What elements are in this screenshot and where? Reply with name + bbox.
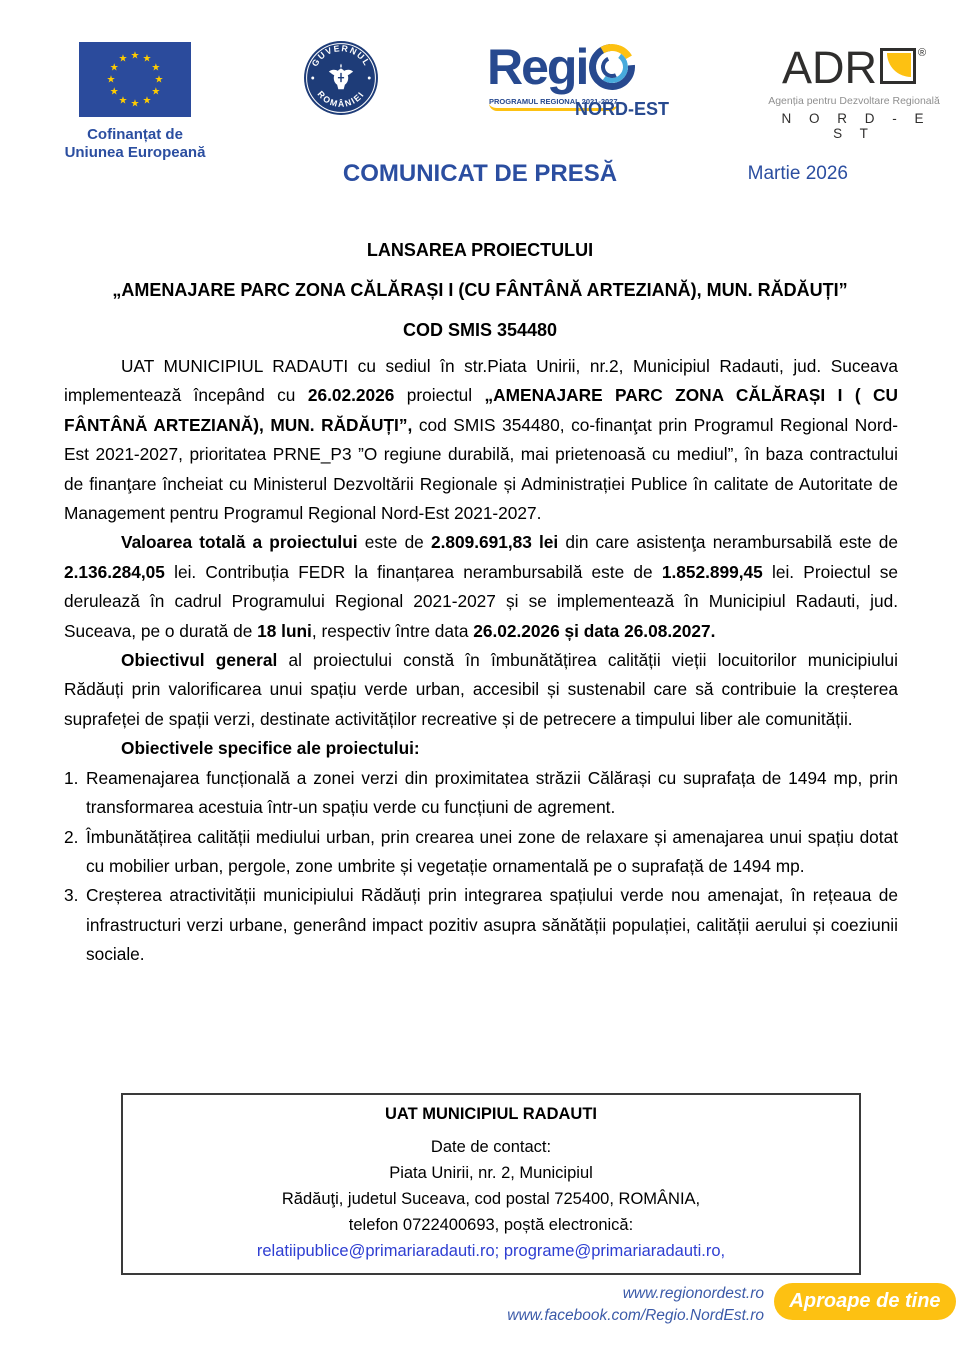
- contact-emails: [137, 1238, 845, 1264]
- contact-line-1: Date de contact:: [430, 1138, 552, 1156]
- regio-region-text: NORD-EST: [575, 99, 669, 119]
- paragraph-value: Valoarea totală a proiectului este de 2.809.691,83 lei din care asistenţa nerambursabilă este de 2.136.284,05 lei. Contribuția FEDR la finanțarea nerambursabilă este de 1.852.899,45 lei. Proiectul se derulează în cadrul Programului Regional 2021-2027 și se implementează în Municipiul Radauti, jud. Suceava, pe o durată de 18 luni, respectiv între data 26.02.2026 și data 26.08.2027.: [64, 532, 899, 641]
- regio-logo: [487, 39, 675, 124]
- adr-wordmark: ADR: [781, 42, 877, 93]
- heading-line1: LANSAREA PROIECTULUI: [366, 240, 594, 260]
- eu-caption-line1: Cofinanțat de: [87, 126, 183, 143]
- adr-square-icon: [880, 48, 916, 84]
- eu-caption-line2: Uniunea Europeană: [64, 144, 206, 161]
- regio-program-text: PROGRAMUL REGIONAL 2021-2027: [489, 97, 618, 111]
- eu-logo-block: [62, 42, 208, 162]
- gov-romania-seal: [303, 40, 379, 116]
- adr-quarter-circle-icon: [887, 53, 911, 77]
- eu-flag-icon: [79, 42, 191, 117]
- contact-line-4: telefon 0722400693, poștă electronică:: [348, 1216, 634, 1234]
- regio-wordmark: Regi: [487, 38, 633, 96]
- eu-logo-caption: [62, 126, 208, 162]
- objective-number: 2.: [64, 826, 79, 847]
- email-trailing-comma: ,: [720, 1242, 726, 1260]
- objective-item-3: [64, 881, 898, 969]
- svg-text:★: ★: [109, 62, 119, 74]
- adr-registered-mark: ®: [917, 47, 927, 59]
- heading-smis-code: COD SMIS 354480: [402, 320, 558, 340]
- contact-title: UAT MUNICIPIUL RADAUTI: [384, 1105, 598, 1123]
- objectives-heading: Obiectivele specifice ale proiectului:: [121, 738, 420, 759]
- svg-text:★: ★: [106, 74, 116, 86]
- adr-subtitle: Agenția pentru Dezvoltare Regională: [768, 95, 940, 107]
- footer-badge: [774, 1283, 956, 1320]
- objective-text: Reamenajarea funcțională a zonei verzi din proximitatea străzii Călărași cu suprafața de 1494 mp, prin transformarea acestuia într-un spațiu verde cu funcțiuni de agrement.: [86, 767, 898, 818]
- gov-seal-top-text: GUVERNUL: [309, 43, 373, 69]
- footer-url-regionordest[interactable]: www.regionordest.ro: [622, 1285, 764, 1302]
- contact-box: [121, 1093, 861, 1275]
- adr-logo: [766, 42, 942, 141]
- body-content: [64, 352, 898, 970]
- objective-text: Îmbunătățirea calității mediului urban, prin crearea unei zone de relaxare și amenajarea unui spațiu dotat cu mobilier urban, pergole, zone umbrite și vegetație ornamentală pe o suprafață de 1494 mp.: [86, 826, 898, 876]
- objective-text: Creșterea atractivității municipiului Rădăuți prin integrarea spațiului verde nou amenajat, în rețeaua de infrastructuri verzi urbane, generând impact pozitiv asupra sănătății populației, calității aerului și coeziunii sociale.: [86, 885, 898, 965]
- svg-text:★: ★: [130, 50, 140, 62]
- email-link-1[interactable]: relatiipublice@primariaradauti.ro: [256, 1242, 495, 1260]
- objective-item-1: [64, 764, 898, 823]
- svg-text:★: ★: [151, 86, 161, 98]
- objective-number: 1.: [64, 767, 79, 788]
- svg-text:★: ★: [130, 98, 140, 110]
- paragraph-intro: UAT MUNICIPIUL RADAUTI cu sediul în str.Piata Unirii, nr.2, Municipiul Radauti, jud. Suceava implementează începând cu 26.02.2026 proiectul „AMENAJARE PARC ZONA CĂLĂRAȘI I ( CU FÂNTÂNĂ ARTEZIANĂ), MUN. RĂDĂUȚI”, cod SMIS 354480, co-finanţat prin Programul Regional Nord-Est 2021-2027, prioritatea PRNE_P3 ”O regiune durabilă, mai prietenoasă cu mediul”, în baza contractului de finanţare încheiat cu Ministerul Dezvoltării Regionale și Administrației Publice în calitate de Autoritate de Management pentru Programul Regional Nord-Est 2021-2027.: [64, 356, 899, 524]
- regio-swirl-icon: [589, 44, 635, 90]
- svg-text:★: ★: [142, 95, 152, 107]
- footer-badge-label: Aproape de tine: [789, 1290, 941, 1312]
- press-date: Martie 2026: [747, 163, 848, 184]
- svg-text:★: ★: [151, 62, 161, 74]
- svg-text:★: ★: [118, 95, 128, 107]
- email-link-2[interactable]: programe@primariaradauti.ro: [503, 1242, 721, 1260]
- email-separator: ;: [494, 1242, 504, 1260]
- paragraph-general-objective: Obiectivul general al proiectului constă în îmbunătățirea calității vieții locuitorilor municipiului Rădăuți prin valorificarea unui spațiu verde urban, accesibil și sustenabil care să contribuie la creșterea suprafeței de spații verzi, destinate activităților recreative și de petrecere a timpului liber ale comunității.: [64, 650, 898, 729]
- objective-number: 3.: [64, 885, 79, 906]
- svg-text:★: ★: [118, 53, 128, 65]
- press-title: COMUNICAT DE PRESĂ: [342, 160, 618, 187]
- press-title-row: [0, 160, 960, 194]
- gov-seal-bottom-text: ROMÂNIEI: [315, 88, 367, 109]
- footer-links: [507, 1283, 764, 1327]
- adr-region-text: N O R D - E S T: [781, 111, 931, 141]
- footer-url-facebook[interactable]: www.facebook.com/Regio.NordEst.ro: [507, 1307, 764, 1324]
- svg-text:★: ★: [154, 74, 164, 86]
- svg-text:★: ★: [142, 53, 152, 65]
- objective-item-2: [64, 823, 898, 882]
- heading-project-title: „AMENAJARE PARC ZONA CĂLĂRAȘI I (CU FÂNTÂNĂ ARTEZIANĂ), MUN. RĂDĂUȚI”: [112, 280, 848, 300]
- svg-text:★: ★: [109, 86, 119, 98]
- gov-seal-icon: [303, 40, 379, 116]
- contact-line-3: Rădăuţi, judetul Suceava, cod postal 725400, ROMÂNIA,: [281, 1190, 701, 1208]
- contact-line-2: Piata Unirii, nr. 2, Municipiul: [389, 1164, 593, 1182]
- document-heading: [40, 240, 920, 360]
